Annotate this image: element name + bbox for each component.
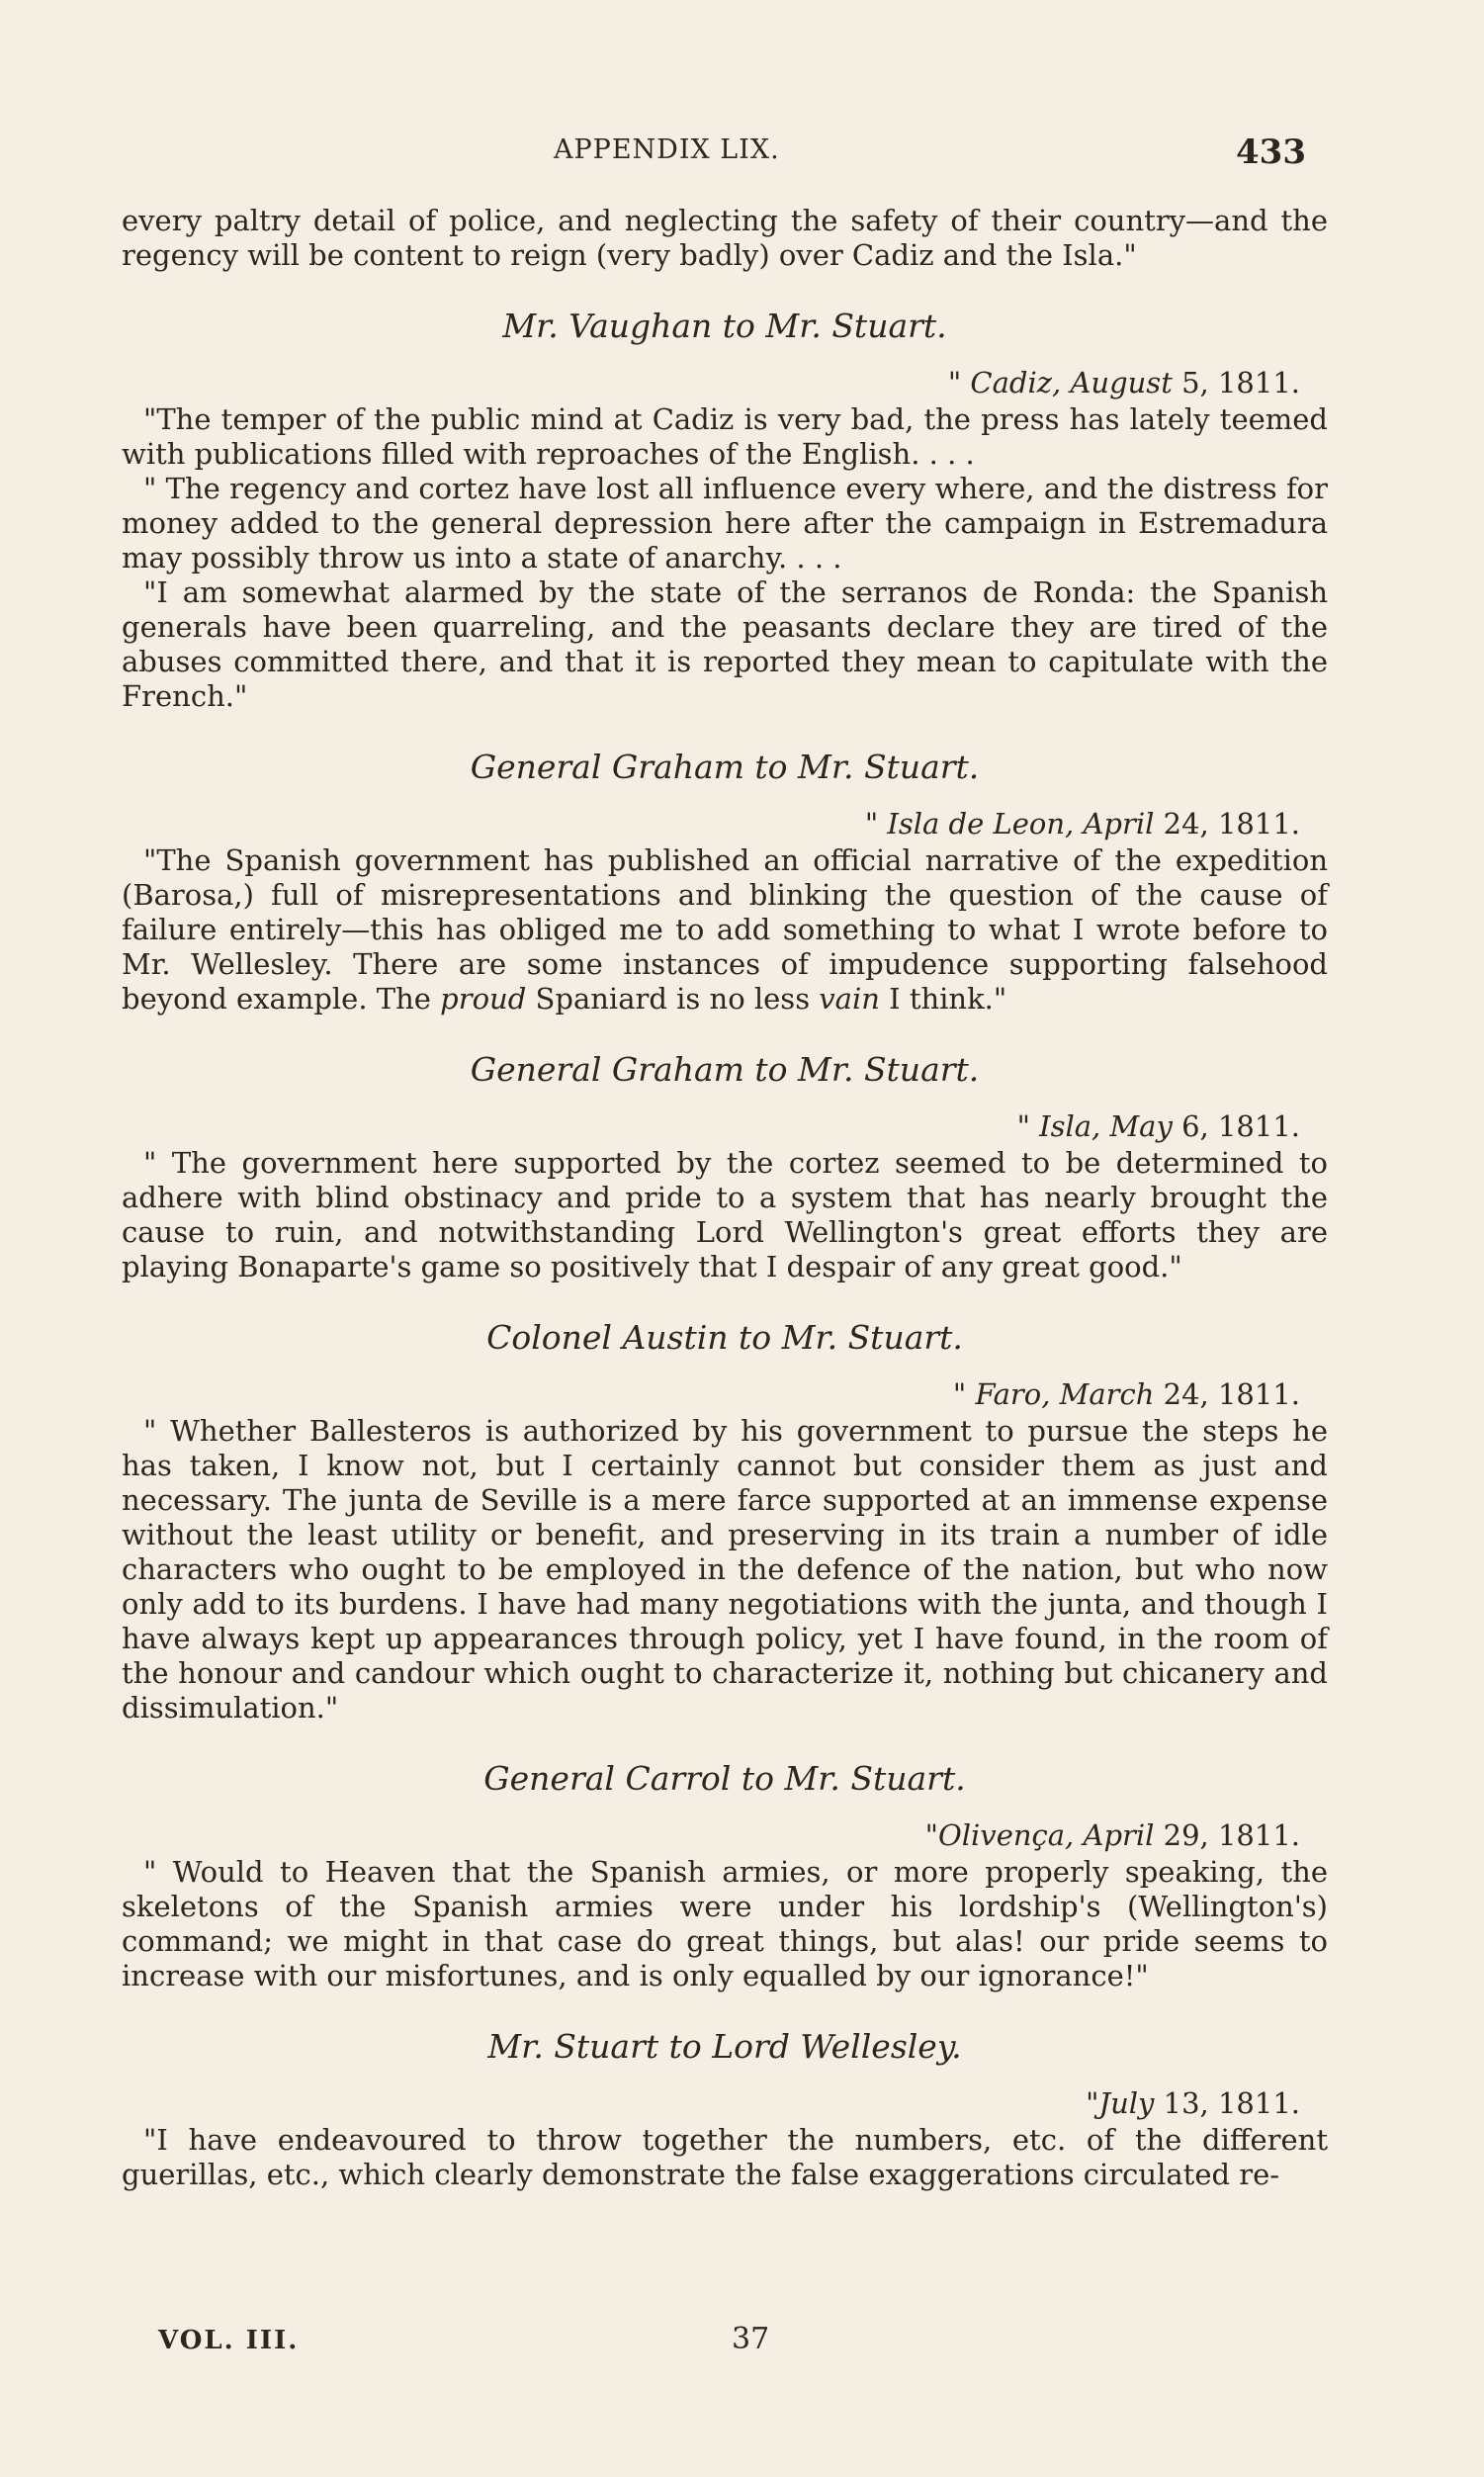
dateline-date: 24, 1811. [1154,807,1300,840]
letter-paragraph: "I have endeavoured to throw together the numbers, etc. of the different guerillas, etc., which clearly demonstrate the false exaggerations circulated re- [122,2123,1328,2191]
letter-austin [122,1318,1328,1725]
page-number: 433 [1236,133,1306,172]
letter-paragraph: " Whether Ballesteros is authorized by his government to pursue the steps he has taken, I know not, but I certainly cannot but consider them as just and necessary. The junta de Seville is a mere farce supported at an immense expense without the least utility or benefit, and preserving in its train a number of idle characters who ought to be employed in the defence of the nation, but who now only add to its burdens. I have had many negotiations with the junta, and though I have always kept up appearances through policy, yet I have found, in the room of the honour and candour which ought to characterize it, nothing but chicanery and dissimulation." [122,1414,1328,1725]
dateline-place: "July [1086,2086,1155,2120]
letter-heading: General Graham to Mr. Stuart. [470,1050,980,1089]
letter-paragraph: " Would to Heaven that the Spanish armies, or more properly speaking, the skeletons of the Spanish armies were under his lordship's (Wellington's) command; we might in that case do great things, but alas! our pride seems to increase with our misfortunes, and is only equalled by our ignorance!" [122,1855,1328,1992]
letter-paragraph: " The government here supported by the cortez seemed to be determined to adhere with blind obstinacy and pride to a system that has nearly brought the cause to ruin, and notwithstanding Lord Wellington's great efforts they are playing Bonaparte's game so positively that I despair of any great good." [122,1146,1328,1283]
signature-mark: 37 [732,2322,770,2356]
dateline-place: " Cadiz, August [947,366,1173,399]
dateline-date: 24, 1811. [1154,1377,1300,1411]
letter-heading: General Graham to Mr. Stuart. [470,748,980,786]
dateline [122,1109,1300,1144]
letter-heading: Colonel Austin to Mr. Stuart. [486,1318,963,1357]
letter-heading: Mr. Vaughan to Mr. Stuart. [502,307,947,345]
italic-word: proud [440,982,527,1016]
dateline [122,366,1300,400]
letter-heading: Mr. Stuart to Lord Wellesley. [487,2027,962,2066]
letter-paragraph: "The temper of the public mind at Cadiz is very bad, the press has lately teemed with publications filled with reproaches of the English. . . . [122,402,1328,471]
letter-graham-april [122,748,1328,1017]
letter-vaughan [122,307,1328,714]
running-head [0,133,1484,176]
dateline-place: " Isla de Leon, April [864,807,1155,840]
text-run: Spaniard is no less [526,982,820,1016]
letter-paragraph [122,843,1328,1017]
text-run: "The Spanish government has published an official narrative of the expedition (Barosa,) full of misrepresentations and blinking the question of the cause of failure entirely—this has obliged me to add something to what I wrote before to Mr. Wellesley. There are some instances of impudence supporting falsehood beyond example. The [122,843,1328,1016]
dateline-place: " Faro, March [952,1377,1155,1411]
intro-paragraph: every paltry detail of police, and neglecting the safety of their country—and the regency will be content to reign (very badly) over Cadiz and the Isla." [122,204,1328,272]
dateline-date: 5, 1811. [1172,366,1300,399]
running-title: APPENDIX LIX. [554,134,780,165]
dateline-date: 6, 1811. [1172,1109,1300,1143]
letter-paragraph: " The regency and cortez have lost all influence every where, and the distress for money added to the general depression here after the campaign in Estremadura may possibly throw us into a state of anarchy. . . . [122,472,1328,575]
dateline-place: " Isla, May [1016,1109,1173,1143]
letter-carrol [122,1759,1328,1993]
italic-word: vain [819,982,880,1016]
letter-graham-may [122,1050,1328,1284]
dateline-date: 29, 1811. [1154,1818,1300,1852]
volume-label: VOL. III. [158,2326,300,2355]
dateline-place: "Olivença, April [924,1818,1155,1852]
page-body [122,204,1328,2192]
dateline-date: 13, 1811. [1154,2086,1300,2120]
letter-paragraph: "I am somewhat alarmed by the state of the serranos de Ronda: the Spanish generals have been quarreling, and the peasants declare they are tired of the abuses committed there, and that it is reported they mean to capitulate with the French." [122,575,1328,713]
page-footer [0,2322,1484,2361]
dateline [122,1818,1300,1853]
dateline [122,807,1300,841]
letter-stuart [122,2027,1328,2192]
text-run: I think." [879,982,1007,1016]
dateline [122,1377,1300,1412]
dateline [122,2086,1300,2121]
letter-heading: General Carrol to Mr. Stuart. [483,1759,966,1798]
